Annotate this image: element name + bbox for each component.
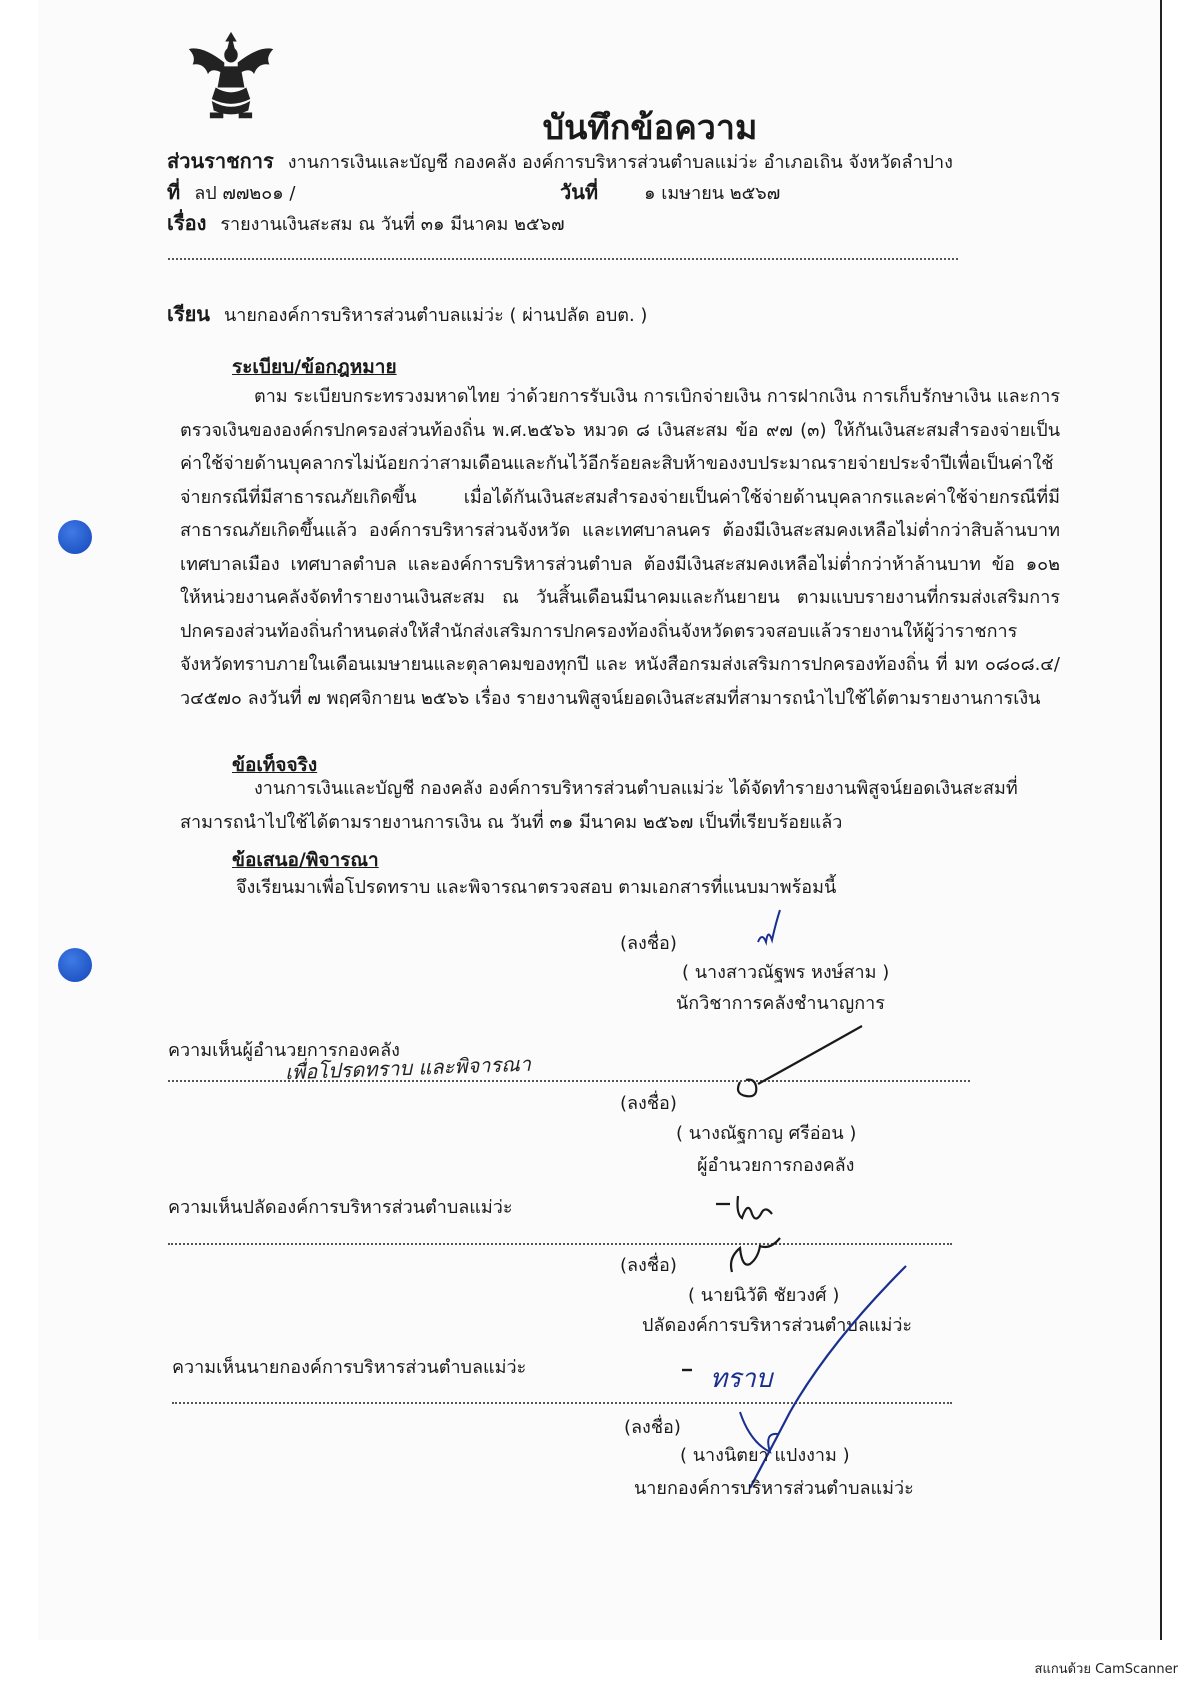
header-divider	[168, 258, 958, 260]
author-signature	[752, 908, 792, 948]
addressee-label: เรียน	[167, 302, 210, 326]
proposal-paragraph: จึงเรียนมาเพื่อโปรดทราบ และพิจารณาตรวจสอบ ตามเอกสารที่แนบมาพร้อมนี้	[236, 877, 837, 898]
clerk-sign-label: (ลงชื่อ)	[620, 1255, 677, 1276]
ref-value: ลป ๗๗๒๐๑ /	[194, 183, 296, 204]
mayor-sign-label: (ลงชื่อ)	[624, 1417, 681, 1438]
mayor-opinion-label: ความเห็นนายกองค์การบริหารส่วนตำบลแม่ว่ะ	[172, 1357, 527, 1378]
mayor-position: นายกองค์การบริหารส่วนตำบลแม่ว่ะ	[634, 1478, 914, 1499]
ref-label: ที่	[167, 180, 181, 204]
law-heading: ระเบียบ/ข้อกฎหมาย	[232, 356, 397, 378]
clerk-position: ปลัดองค์การบริหารส่วนตำบลแม่ว่ะ	[642, 1315, 913, 1336]
finance-position: ผู้อำนวยการกองคลัง	[697, 1155, 855, 1176]
finance-signature	[728, 1022, 868, 1107]
subject-line	[167, 207, 565, 239]
mayor-name: ( นางนิตยา แปงงาม )	[680, 1445, 850, 1466]
agency-value: งานการเงินและบัญชี กองคลัง องค์การบริหารส่วนตำบลแม่ว่ะ อำเภอเถิน จังหวัดลำปาง	[287, 152, 953, 173]
punch-hole-upper	[58, 520, 92, 554]
author-sign-label: (ลงชื่อ)	[620, 933, 677, 954]
subject-label: เรื่อง	[167, 211, 207, 235]
ref-line	[167, 176, 296, 208]
clerk-opinion-line	[168, 1243, 952, 1245]
addressee-line	[167, 298, 647, 330]
finance-opinion-handwritten: เพื่อโปรดทราบ และพิจารณา	[284, 1051, 532, 1085]
finance-sign-label: (ลงชื่อ)	[620, 1093, 677, 1114]
proposal-heading: ข้อเสนอ/พิจารณา	[232, 849, 379, 871]
addressee-value: นายกองค์การบริหารส่วนตำบลแม่ว่ะ ( ผ่านปลัด อบต. )	[223, 305, 648, 326]
mayor-opinion-handwritten: ทราบ	[710, 1364, 773, 1394]
subject-value: รายงานเงินสะสม ณ วันที่ ๓๑ มีนาคม ๒๕๖๗	[220, 214, 565, 235]
facts-heading: ข้อเท็จจริง	[232, 754, 318, 776]
date-value: ๑ เมษายน ๒๕๖๗	[644, 183, 781, 204]
date-label: วันที่	[560, 180, 599, 204]
author-position: นักวิชาการคลังชำนาญการ	[676, 993, 885, 1014]
scanner-watermark: สแกนด้วย CamScanner	[1034, 1662, 1178, 1677]
clerk-opinion-mark	[712, 1190, 792, 1224]
agency-line	[167, 145, 953, 177]
clerk-name: ( นายนิวัติ ชัยวงศ์ )	[688, 1285, 840, 1306]
memo-title: บันทึกข้อความ	[542, 108, 758, 148]
punch-hole-lower	[58, 948, 92, 982]
finance-opinion-label: ความเห็นผู้อำนวยการกองคลัง	[168, 1040, 400, 1061]
finance-name: ( นางณัฐกาญ ศรีอ่อน )	[676, 1123, 857, 1144]
date-line	[560, 176, 780, 208]
law-paragraph: ตาม ระเบียบกระทรวงมหาดไทย ว่าด้วยการรับเงิน การเบิกจ่ายเงิน การฝากเงิน การเก็บรักษาเงิน และการตรวจเงินขององค์กรปกครองส่วนท้องถิ่น พ.ศ.๒๕๖๖ หมวด ๘ เงินสะสม ข้อ ๙๗ (๓) ให้กันเงินสะสมสำรองจ่ายเป็นค่าใช้จ่ายด้านบุคลากรไม่น้อยกว่าสามเดือนและกันไว้อีกร้อยละสิบห้าของงบประมาณรายจ่ายประจำปีเพื่อเป็นค่าใช้จ่ายกรณีที่มีสาธารณภัยเกิดขึ้น เมื่อได้กันเงินสะสมสำรองจ่ายเป็นค่าใช้จ่ายด้านบุคลากรและค่าใช้จ่ายกรณีที่มีสาธารณภัยเกิดขึ้นแล้ว องค์การบริหารส่วนจังหวัด และเทศบาลนคร ต้องมีเงินสะสมคงเหลือไม่ต่ำกว่าสิบล้านบาท เทศบาลเมือง เทศบาลตำบล และองค์การบริหารส่วนตำบล ต้องมีเงินสะสมคงเหลือไม่ต่ำกว่าห้าล้านบาท ข้อ ๑๐๒ ให้หน่วยงานคลังจัดทำรายงานเงินสะสม ณ วันสิ้นเดือนมีนาคมและกันยายน ตามแบบรายงานที่กรมส่งเสริมการปกครองส่วนท้องถิ่นกำหนดส่งให้สำนักส่งเสริมการปกครองท้องถิ่นจังหวัดตรวจสอบแล้วรายงานให้ผู้ว่าราชการจังหวัดทราบภายในเดือนเมษายนและตุลาคมของทุกปี และ หนังสือกรมส่งเสริมการปกครองท้องถิ่น ที่ มท ๐๘๐๘.๔/ว๔๕๗๐ ลงวันที่ ๗ พฤศจิกายน ๒๕๖๖ เรื่อง รายงานพิสูจน์ยอดเงินสะสมที่สามารถนำไปใช้ได้ตามรายงานการเงิน	[180, 386, 1060, 709]
agency-label: ส่วนราชการ	[167, 149, 274, 173]
author-name: ( นางสาวณัฐพร หงษ์สาม )	[682, 962, 890, 983]
facts-paragraph: งานการเงินและบัญชี กองคลัง องค์การบริหารส่วนตำบลแม่ว่ะ ได้จัดทำรายงานพิสูจน์ยอดเงินสะสมที่สามารถนำไปใช้ได้ตามรายงานการเงิน ณ วันที่ ๓๑ มีนาคม ๒๕๖๗ เป็นที่เรียบร้อยแล้ว	[180, 778, 1018, 833]
clerk-opinion-label: ความเห็นปลัดองค์การบริหารส่วนตำบลแม่ว่ะ	[168, 1197, 513, 1218]
